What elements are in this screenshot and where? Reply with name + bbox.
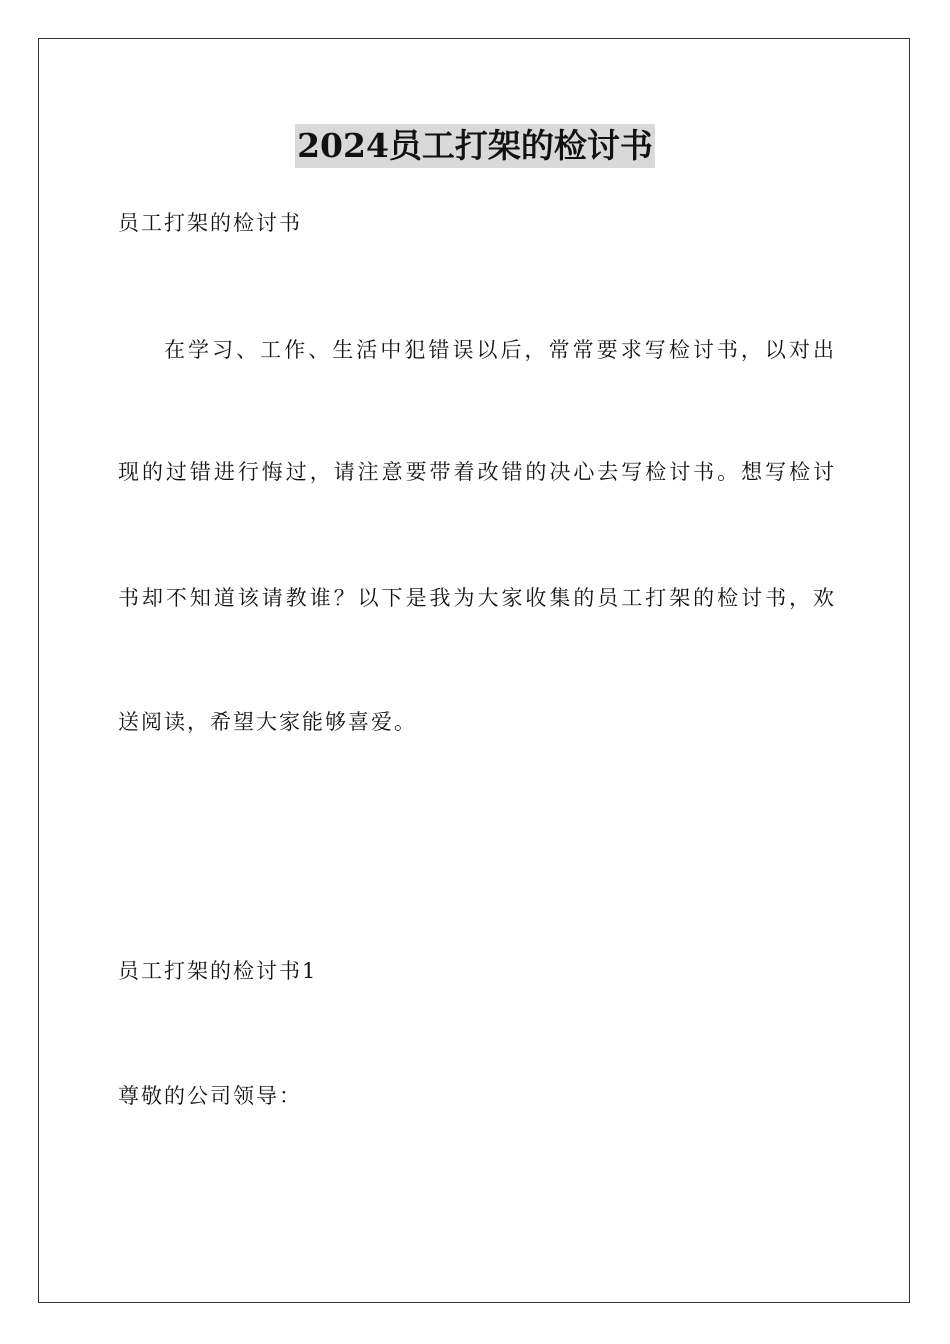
- section-heading: 员工打架的检讨书1: [118, 959, 318, 983]
- document-subtitle: 员工打架的检讨书: [118, 211, 302, 235]
- document-title: 2024员工打架的检讨书: [295, 124, 655, 168]
- intro-line-2: 现的过错进行悔过，请注意要带着改错的决心去写检讨书。想写检讨: [118, 460, 834, 484]
- salutation: 尊敬的公司领导：: [118, 1084, 302, 1108]
- intro-line-1: 在学习、工作、生活中犯错误以后，常常要求写检讨书，以对出: [164, 338, 834, 362]
- intro-line-3: 书却不知道该请教谁？以下是我为大家收集的员工打架的检讨书，欢: [118, 586, 834, 610]
- title-container: [0, 124, 950, 168]
- intro-line-4: 送阅读，希望大家能够喜爱。: [118, 710, 417, 734]
